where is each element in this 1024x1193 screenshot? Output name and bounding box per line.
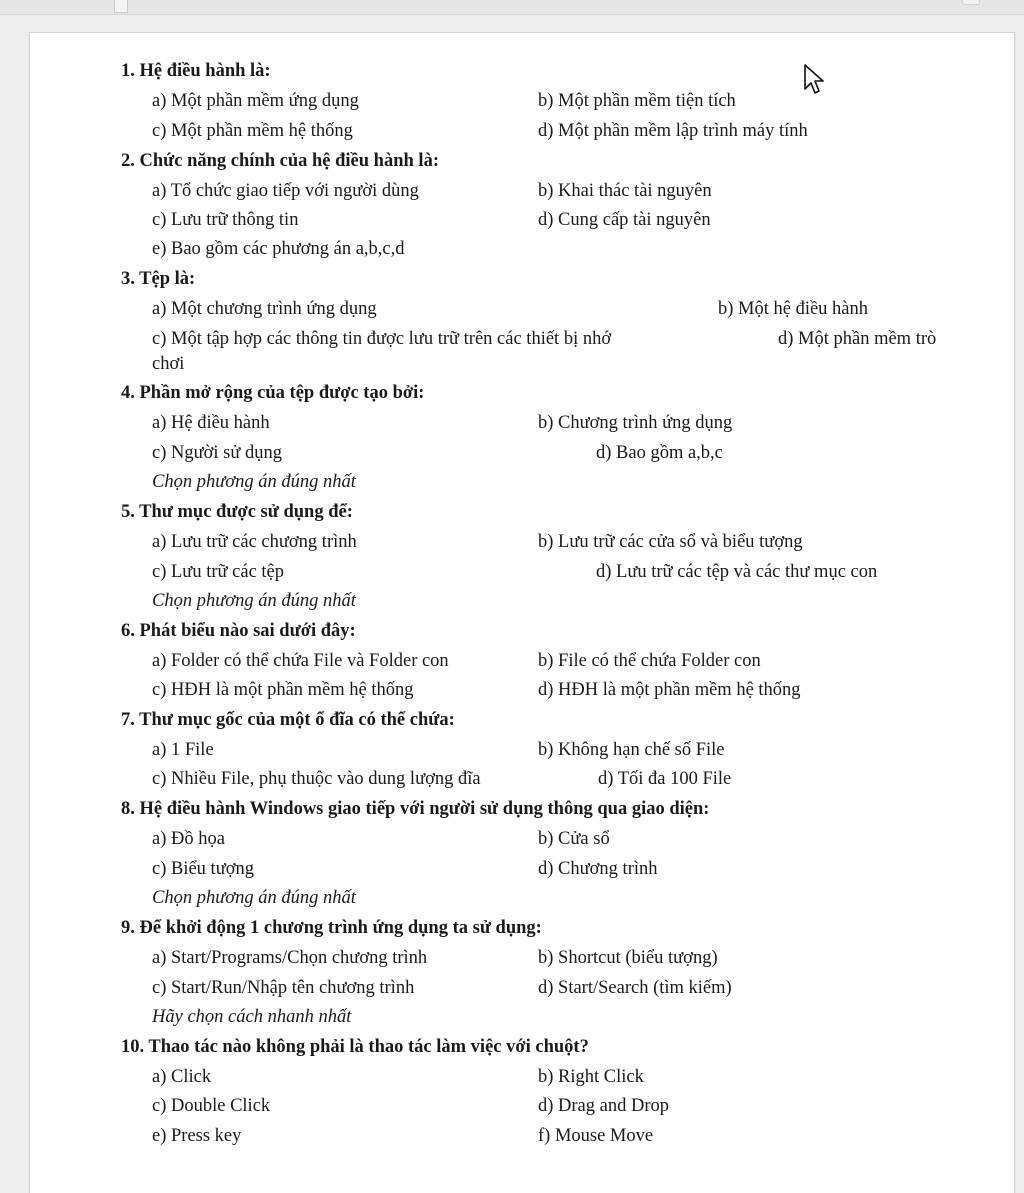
answer-option: a) 1 File xyxy=(152,740,214,760)
answer-option: d) Drag and Drop xyxy=(538,1096,669,1116)
answer-option: b) Chương trình ứng dụng xyxy=(538,413,733,433)
answer-option: c) Start/Run/Nhập tên chương trình xyxy=(152,978,415,998)
answer-option: e) Bao gồm các phương án a,b,c,d xyxy=(152,239,405,259)
question-instruction: Chọn phương án đúng nhất xyxy=(152,472,356,492)
answer-option: c) Lưu trữ các tệp xyxy=(152,562,285,582)
answer-option: c) Một phần mềm hệ thống xyxy=(152,121,353,141)
question-title: 1. Hệ điều hành là: xyxy=(121,61,271,81)
answer-option: d) Start/Search (tìm kiếm) xyxy=(538,978,732,998)
question-title: 10. Thao tác nào không phải là thao tác làm việc với chuột? xyxy=(121,1037,589,1057)
answer-option: b) Một hệ điều hành xyxy=(718,299,869,319)
mouse-pointer-icon xyxy=(803,63,827,97)
question-instruction: Chọn phương án đúng nhất xyxy=(152,888,356,908)
answer-option: d) Bao gồm a,b,c xyxy=(596,443,723,463)
answer-option: b) File có thể chứa Folder con xyxy=(538,651,761,671)
answer-option: a) Một chương trình ứng dụng xyxy=(152,299,377,319)
answer-option: d) Cung cấp tài nguyên xyxy=(538,210,711,230)
ruler-right-marker[interactable] xyxy=(962,0,980,5)
question-title: 6. Phát biểu nào sai dưới đây: xyxy=(121,621,356,641)
question-title: 7. Thư mục gốc của một ổ đĩa có thể chứa: xyxy=(121,710,455,730)
answer-option: c) Nhiều File, phụ thuộc vào dung lượng đĩa xyxy=(152,769,481,789)
answer-option-continuation: chơi xyxy=(152,354,185,374)
question-title: 2. Chức năng chính của hệ điều hành là: xyxy=(121,151,439,171)
question-instruction: Chọn phương án đúng nhất xyxy=(152,591,356,611)
answer-option: d) Một phần mềm lập trình máy tính xyxy=(538,121,808,141)
answer-option: b) Khai thác tài nguyên xyxy=(538,181,712,201)
answer-option: c) Một tập hợp các thông tin được lưu trữ trên các thiết bị nhớ xyxy=(152,329,612,349)
answer-option: c) Lưu trữ thông tin xyxy=(152,210,299,230)
answer-option: b) Không hạn chế số File xyxy=(538,740,725,760)
answer-option: c) Người sử dụng xyxy=(152,443,283,463)
answer-option: b) Shortcut (biểu tượng) xyxy=(538,948,718,968)
question-title: 8. Hệ điều hành Windows giao tiếp với người sử dụng thông qua giao diện: xyxy=(121,799,710,819)
document-ruler-bar xyxy=(0,0,1024,15)
answer-option: d) Tối đa 100 File xyxy=(598,769,732,789)
answer-option: c) Biểu tượng xyxy=(152,859,255,879)
answer-option: f) Mouse Move xyxy=(538,1126,654,1146)
answer-option: a) Đồ họa xyxy=(152,829,225,849)
question-title: 4. Phần mở rộng của tệp được tạo bởi: xyxy=(121,383,425,403)
question-title: 5. Thư mục được sử dụng để: xyxy=(121,502,353,522)
question-instruction: Hãy chọn cách nhanh nhất xyxy=(152,1007,352,1027)
answer-option: a) Folder có thể chứa File và Folder con xyxy=(152,651,449,671)
answer-option: c) HĐH là một phần mềm hệ thống xyxy=(152,680,414,700)
answer-option: a) Lưu trữ các chương trình xyxy=(152,532,357,552)
answer-option: d) HĐH là một phần mềm hệ thống xyxy=(538,680,801,700)
answer-option: d) Lưu trữ các tệp và các thư mục con xyxy=(596,562,878,582)
answer-option: b) Lưu trữ các cửa sổ và biểu tượng xyxy=(538,532,803,552)
answer-option: b) Cửa sổ xyxy=(538,829,610,849)
answer-option: a) Click xyxy=(152,1067,212,1087)
answer-option: a) Tổ chức giao tiếp với người dùng xyxy=(152,181,419,201)
answer-option: e) Press key xyxy=(152,1126,242,1146)
answer-option: a) Một phần mềm ứng dụng xyxy=(152,91,359,111)
answer-option: c) Double Click xyxy=(152,1096,271,1116)
answer-option: a) Start/Programs/Chọn chương trình xyxy=(152,948,428,968)
answer-option: a) Hệ điều hành xyxy=(152,413,270,433)
answer-option: b) Right Click xyxy=(538,1067,644,1087)
question-title: 3. Tệp là: xyxy=(121,269,196,289)
question-title: 9. Để khởi động 1 chương trình ứng dụng ta sử dụng: xyxy=(121,918,542,938)
ruler-indent-marker[interactable] xyxy=(114,0,128,13)
answer-option: d) Một phần mềm trò xyxy=(778,329,937,349)
answer-option: d) Chương trình xyxy=(538,859,658,879)
answer-option: b) Một phần mềm tiện tích xyxy=(538,91,736,111)
